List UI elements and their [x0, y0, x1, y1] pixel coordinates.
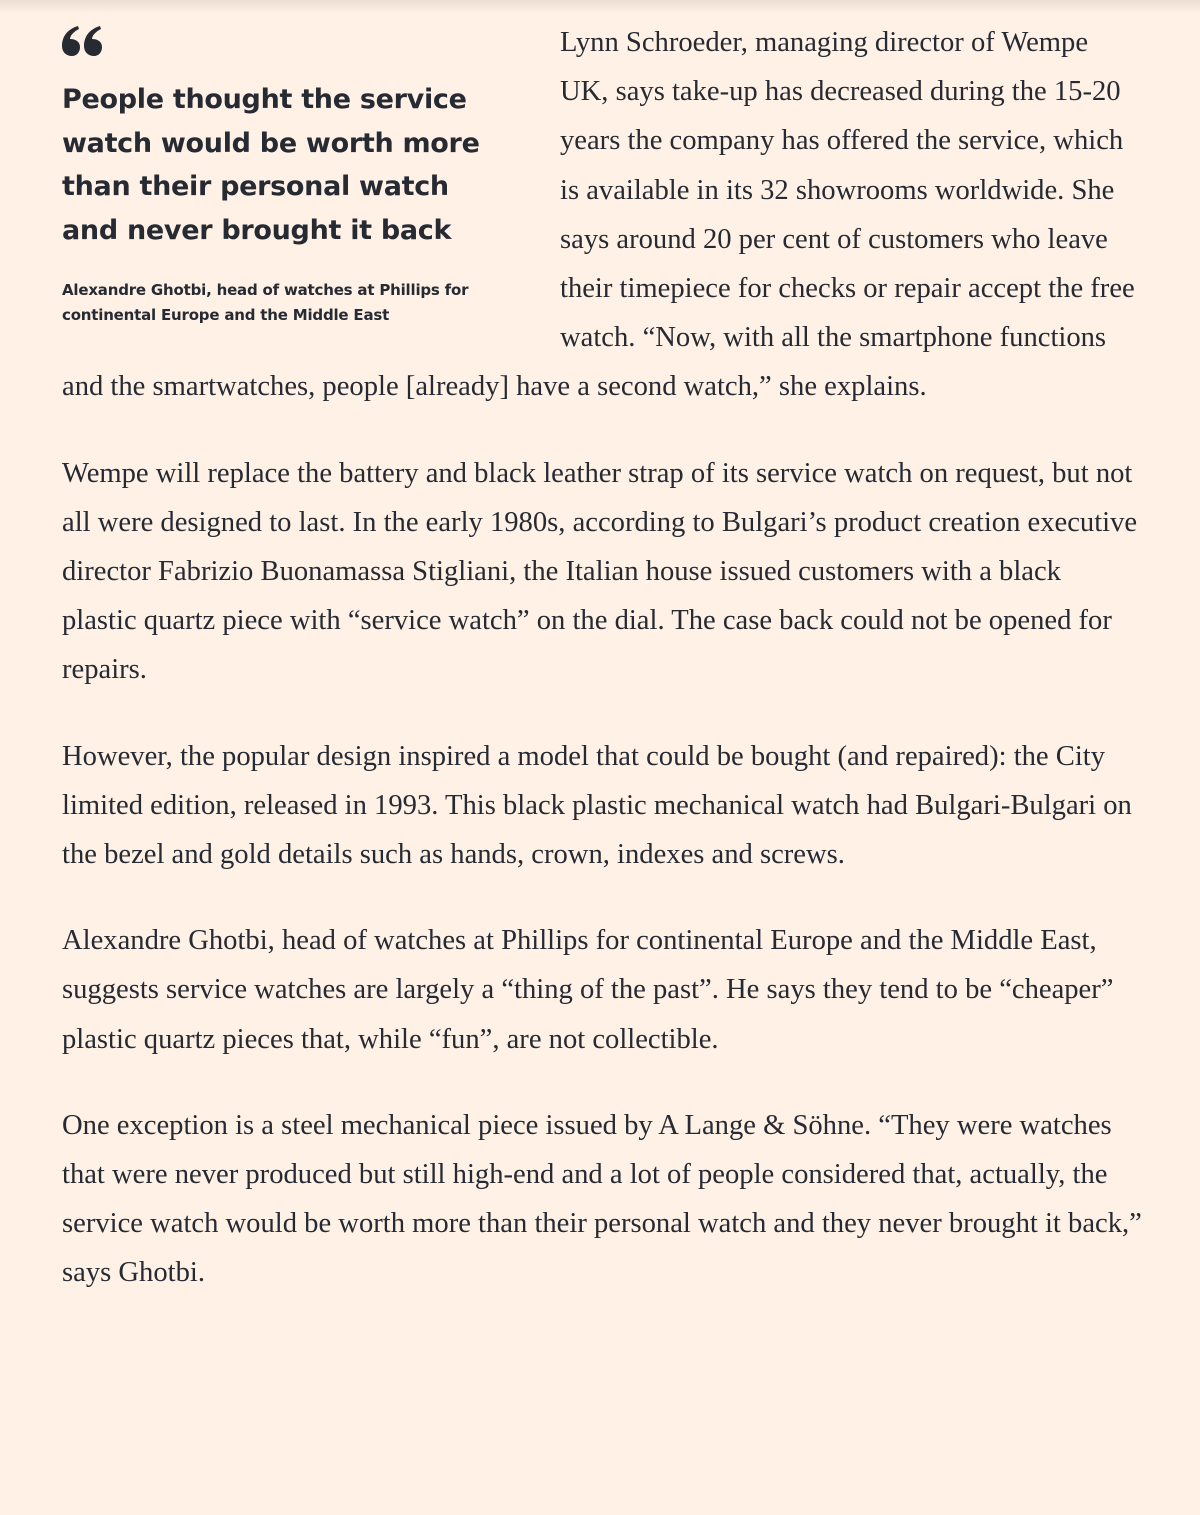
- top-edge-shadow: [0, 0, 1200, 14]
- paragraph: Lynn Schroeder, managing director of Wempe UK, says take-up has decreased during the 15-20 years the company has offered the service, which is available in its 32 showrooms worldwide. She says around 20 per cent of customers who leave their timepiece for checks or repair accept the free watch. “Now, with all the smartphone functions and the smartwatches, people [already] have a second watch,” she explains.: [62, 27, 1135, 403]
- paragraph: However, the popular design inspired a model that could be bought (and repaired): the City limited edition, released in 1993. This black plastic mechanical watch had Bulgari-Bulgari on the bezel and gold details such as hands, crown, indexes and screws.: [62, 740, 1132, 871]
- article-body: [62, 18, 1142, 1335]
- paragraph: Alexandre Ghotbi, head of watches at Phillips for continental Europe and the Middle East, suggests service watches are largely a “thing of the past”. He says they tend to be “cheaper” plastic quartz pieces that, while “fun”, are not collectible.: [62, 925, 1114, 1055]
- pullquote-text: People thought the service watch would be worth more than their personal watch and never brought it back: [62, 84, 480, 246]
- open-quote-icon: [62, 26, 104, 56]
- pullquote-attribution: Alexandre Ghotbi, head of watches at Phillips for continental Europe and the Middle East: [62, 281, 469, 324]
- pullquote: [62, 18, 502, 348]
- paragraph: Wempe will replace the battery and black leather strap of its service watch on request, but not all were designed to last. In the early 1980s, according to Bulgari’s product creation executive director Fabrizio Buonamassa Stigliani, the Italian house issued customers with a black plastic quartz piece with “service watch” on the dial. The case back could not be opened for repairs.: [62, 457, 1138, 686]
- paragraph: One exception is a steel mechanical piece issued by A Lange & Söhne. “They were watches that were never produced but still high-end and a lot of people considered that, actually, the service watch would be worth more than their personal watch and they never brought it back,” says Ghotbi.: [62, 1109, 1142, 1289]
